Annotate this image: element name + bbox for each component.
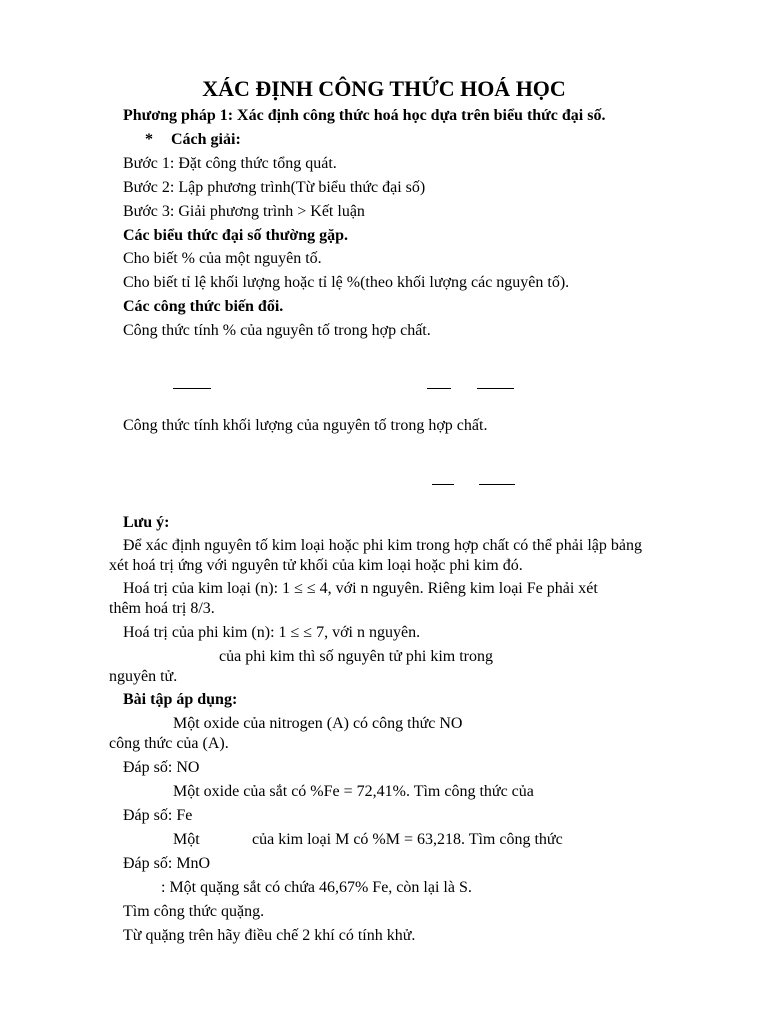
exercise-1: công thức của (A). bbox=[109, 735, 229, 752]
exercise-4-question: Tìm công thức quặng. bbox=[123, 903, 265, 920]
exercise-heading: Bài tập áp dụng: bbox=[123, 691, 238, 708]
note-heading: Lưu ý: bbox=[123, 514, 170, 531]
transform-heading: Các công thức biến đổi. bbox=[123, 298, 284, 315]
given-ratio-line: Cho biết tỉ lệ khối lượng hoặc tỉ lệ %(theo khối lượng các nguyên tố). bbox=[123, 274, 570, 291]
solution-heading: Cách giải: bbox=[171, 131, 241, 148]
common-expressions-heading: Các biểu thức đại số thường gặp. bbox=[123, 227, 348, 244]
exercise-4-question: Từ quặng trên hãy điều chế 2 khí có tính khử. bbox=[123, 927, 416, 944]
answer-1: Đáp số: NO bbox=[123, 759, 200, 776]
method1-heading: Phương pháp 1: Xác định công thức hoá học dựa trên biểu thức đại số. bbox=[123, 107, 606, 124]
fraction-bar bbox=[477, 388, 514, 389]
note-line: xét hoá trị ứng với nguyên tử khối của kim loại hoặc phi kim đó. bbox=[109, 557, 523, 574]
page-title: XÁC ĐỊNH CÔNG THỨC HOÁ HỌC bbox=[202, 76, 566, 101]
exercise-2: Một oxide của sắt có %Fe = 72,41%. Tìm công thức của bbox=[173, 783, 534, 800]
given-percent-line: Cho biết % của một nguyên tố. bbox=[123, 250, 322, 267]
fraction-bar bbox=[427, 388, 451, 389]
note-line: Để xác định nguyên tố kim loại hoặc phi kim trong hợp chất có thể phải lập bảng bbox=[123, 537, 642, 554]
metal-valence-line: Hoá trị của kim loại (n): 1 ≤ ≤ 4, với n nguyên. Riêng kim loại Fe phải xét bbox=[123, 580, 598, 597]
exercise-4: : Một quặng sắt có chứa 46,67% Fe, còn lại là S. bbox=[161, 879, 472, 896]
percent-formula-label: Công thức tính % của nguyên tố trong hợp chất. bbox=[123, 322, 431, 339]
fraction-bar bbox=[479, 484, 515, 485]
metal-valence-line: thêm hoá trị 8/3. bbox=[109, 600, 215, 617]
mass-formula-label: Công thức tính khối lượng của nguyên tố trong hợp chất. bbox=[123, 417, 488, 434]
fraction-bar bbox=[173, 388, 211, 389]
nonmetal-valence-line: Hoá trị của phi kim (n): 1 ≤ ≤ 7, với n nguyên. bbox=[123, 624, 421, 641]
exercise-3: Một bbox=[173, 831, 200, 848]
answer-3: Đáp số: MnO bbox=[123, 855, 211, 872]
fraction-bar bbox=[432, 484, 454, 485]
answer-2: Đáp số: Fe bbox=[123, 807, 193, 824]
nonmetal-line: nguyên tử. bbox=[109, 668, 178, 685]
solution-bullet: * bbox=[145, 131, 153, 148]
exercise-3: của kim loại M có %M = 63,218. Tìm công thức bbox=[252, 831, 563, 848]
step-1: Bước 1: Đặt công thức tổng quát. bbox=[123, 155, 337, 172]
nonmetal-line: của phi kim thì số nguyên tử phi kim trong bbox=[219, 648, 493, 665]
step-2: Bước 2: Lập phương trình(Từ biểu thức đại số) bbox=[123, 179, 426, 196]
exercise-1: Một oxide của nitrogen (A) có công thức NO bbox=[173, 715, 463, 732]
step-3: Bước 3: Giải phương trình > Kết luận bbox=[123, 203, 365, 220]
